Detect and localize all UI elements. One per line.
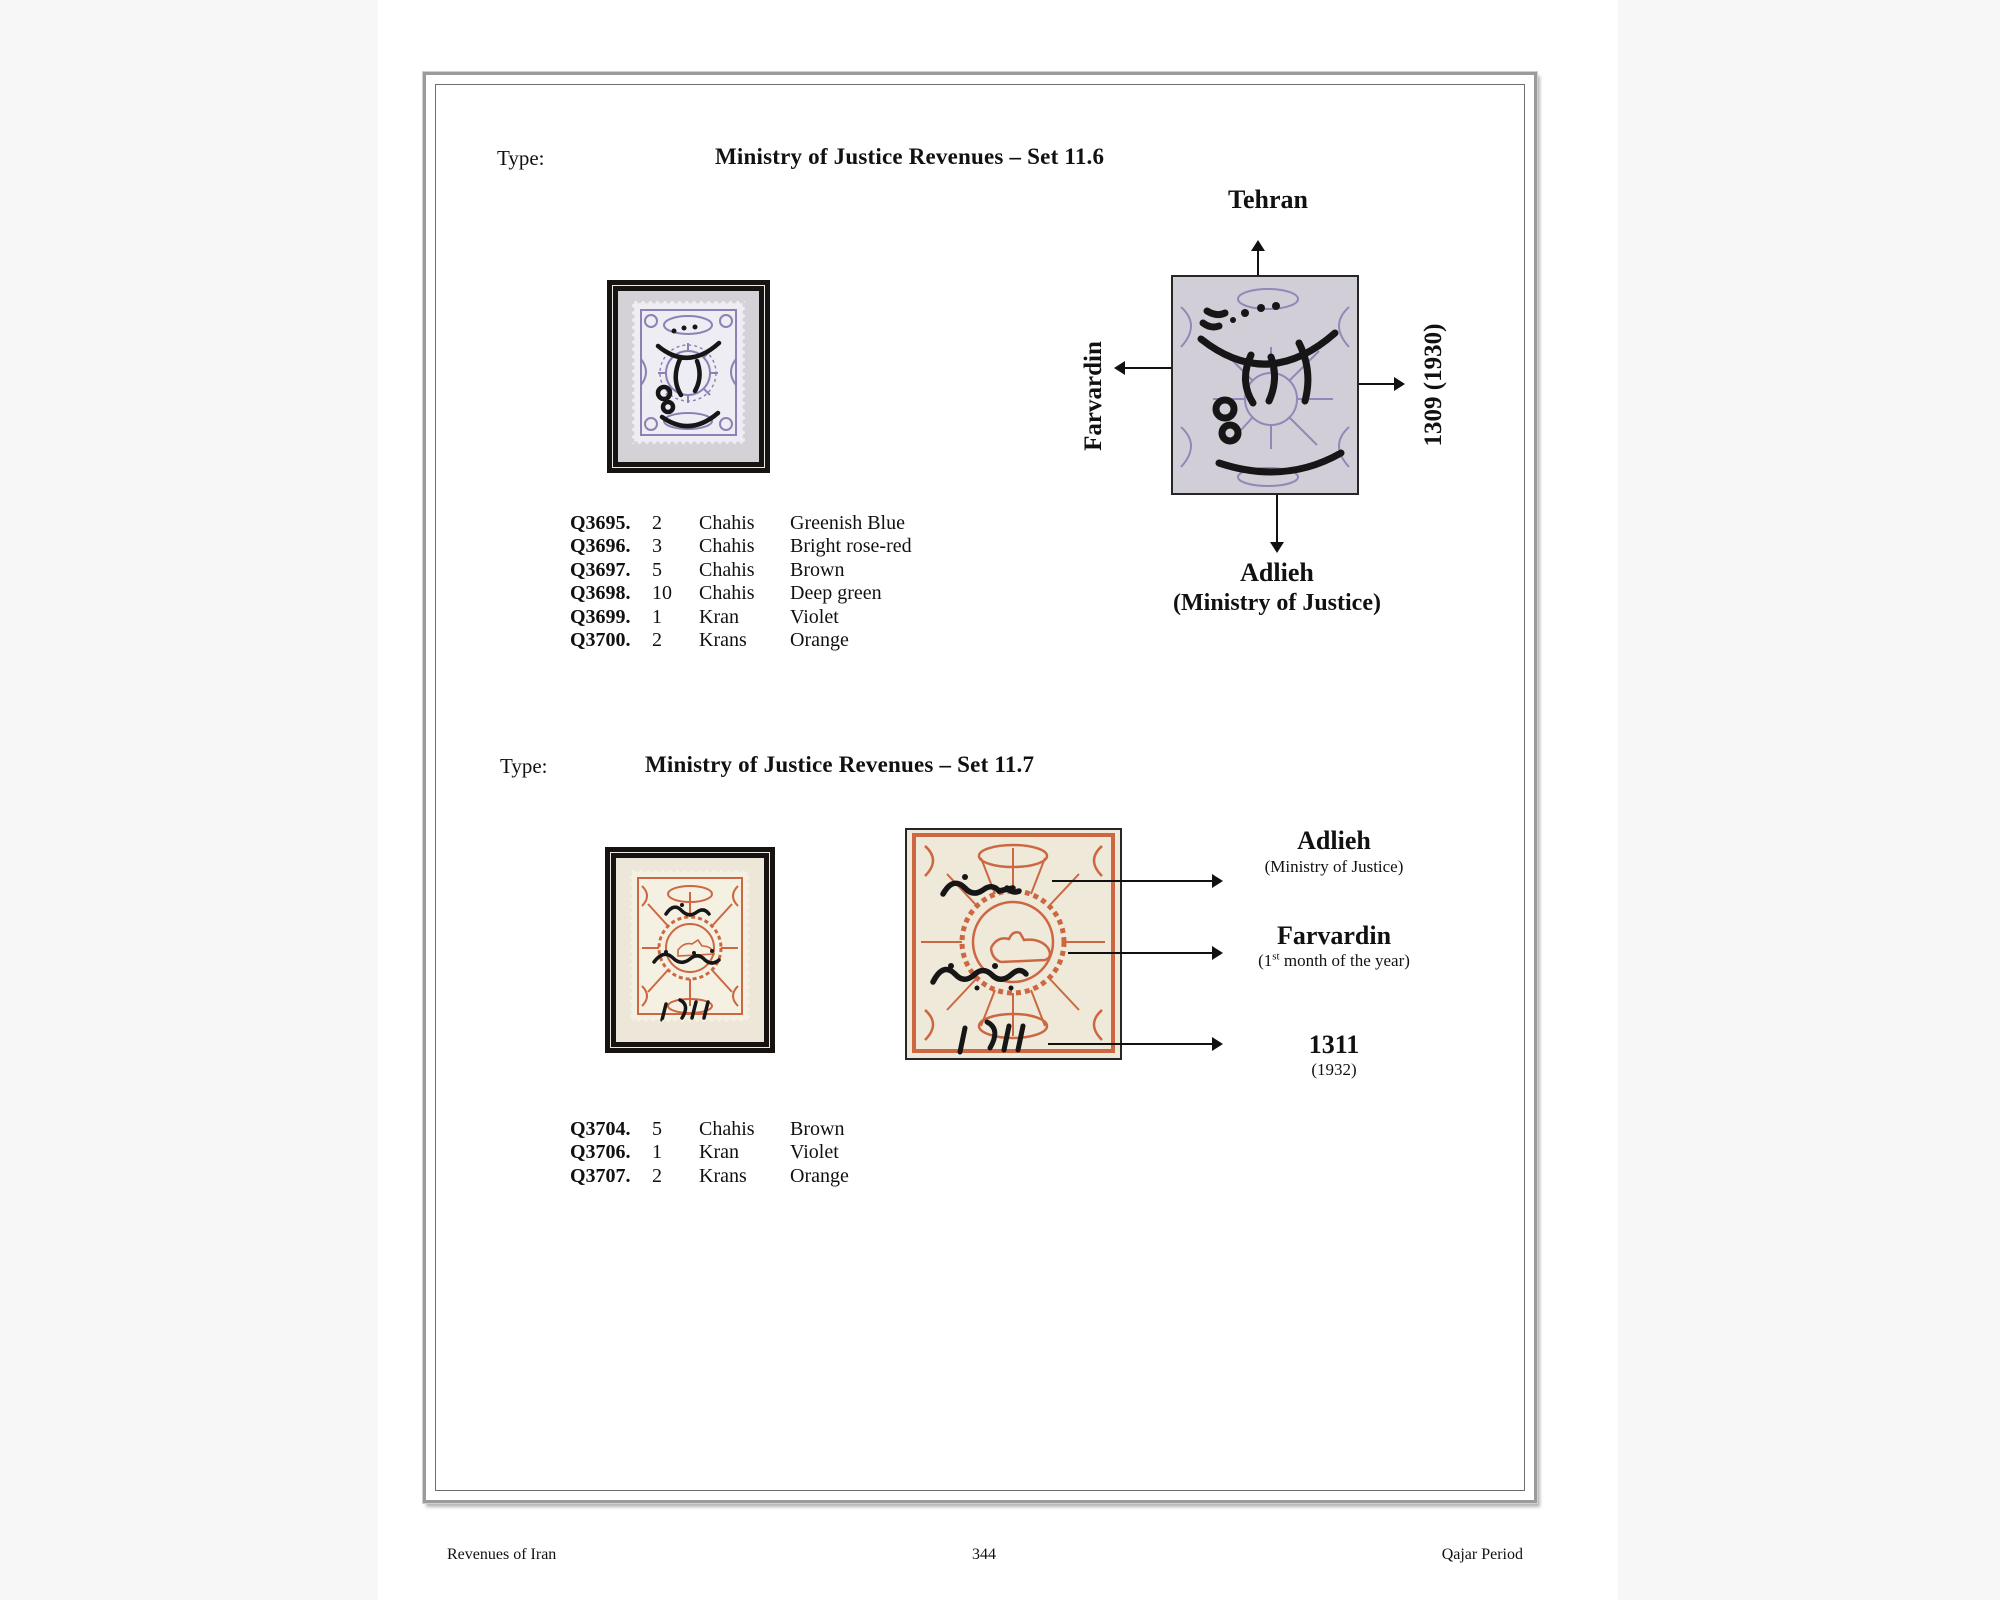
footer-period: Qajar Period (1441, 1546, 1523, 1563)
label-adlieh: Adlieh (1240, 558, 1314, 587)
label-farvardin-2: Farvardin (1276, 921, 1392, 950)
section-heading-set-11-6: Ministry of Justice Revenues – Set 11.6 (715, 144, 1105, 169)
arrow-shaft (1257, 249, 1259, 275)
section-heading-set-11-7: Ministry of Justice Revenues – Set 11.7 (645, 752, 1035, 777)
arrow-head (1212, 874, 1223, 888)
listing-row (570, 606, 912, 629)
quantity: 5 (652, 558, 662, 581)
arrow-head (1251, 240, 1265, 251)
catalog-number: Q3707. (570, 1164, 631, 1187)
listing-row (570, 629, 912, 652)
note-superscript: st (1272, 950, 1280, 963)
quantity: 3 (652, 535, 662, 558)
shade: Greenish Blue (790, 512, 905, 534)
unit: Chahis (699, 582, 755, 605)
label-ministry-of-justice-2: (Ministry of Justice) (1264, 857, 1404, 876)
unit: Chahis (699, 558, 755, 581)
quantity: 2 (652, 512, 662, 534)
quantity: 2 (652, 1164, 662, 1187)
catalog-number: Q3700. (570, 629, 631, 652)
arrow-right-icon (1048, 1037, 1223, 1051)
shade: Orange (790, 629, 849, 652)
unit: Krans (699, 629, 747, 652)
listing-row (570, 1118, 849, 1141)
violet-stamp-image (618, 291, 759, 462)
listing-row (570, 1165, 849, 1188)
catalog-number: Q3697. (570, 558, 631, 581)
label-farvardin-rotated: Farvardin (1080, 341, 1107, 451)
listing-row (570, 582, 912, 605)
label-tehran: Tehran (1228, 185, 1308, 214)
arrow-head (1394, 377, 1405, 391)
shade: Brown (790, 558, 845, 581)
arrow-shaft (1048, 1043, 1212, 1045)
page-number: 344 (972, 1546, 996, 1563)
shade: Brown (790, 1118, 845, 1140)
catalog-number: Q3696. (570, 535, 631, 558)
unit: Krans (699, 1164, 747, 1187)
stamp-photo-set-11-6 (607, 280, 770, 473)
catalog-number: Q3695. (570, 512, 631, 534)
arrow-left-icon (1114, 361, 1171, 375)
footer-title: Revenues of Iran (447, 1546, 557, 1563)
orange-stamp-image (616, 858, 764, 1042)
label-ministry-of-justice: (Ministry of Justice) (1173, 590, 1381, 616)
catalog-number: Q3706. (570, 1141, 631, 1164)
type-label-set-11-7: Type: (500, 754, 548, 778)
arrow-right-icon (1359, 377, 1405, 391)
arrow-right-icon (1052, 874, 1223, 888)
unit: Chahis (699, 512, 755, 534)
arrow-shaft (1276, 495, 1278, 544)
arrow-head (1212, 946, 1223, 960)
shade: Deep green (790, 582, 882, 605)
arrow-head (1212, 1037, 1223, 1051)
catalog-number: Q3699. (570, 605, 631, 628)
shade: Violet (790, 605, 839, 628)
label-year-1932: (1932) (1311, 1060, 1357, 1079)
unit: Kran (699, 605, 739, 628)
listing-row (570, 1141, 849, 1164)
listing-row (570, 512, 912, 535)
arrow-down-icon (1270, 495, 1284, 553)
label-adlieh-2: Adlieh (1297, 826, 1371, 855)
listing-row (570, 559, 912, 582)
listing-row (570, 535, 912, 558)
page-frame-inner-rule (435, 84, 1525, 1491)
arrow-head (1270, 542, 1284, 553)
catalog-number: Q3704. (570, 1118, 631, 1140)
arrow-shaft (1125, 367, 1171, 369)
quantity: 5 (652, 1118, 662, 1140)
arrow-shaft (1359, 383, 1394, 385)
listing-table-set-11-6 (570, 512, 912, 652)
listing-table-set-11-7 (570, 1118, 849, 1188)
quantity: 10 (652, 582, 672, 605)
arrow-shaft (1068, 952, 1212, 954)
label-year-1309-rotated: 1309 (1930) (1420, 323, 1447, 447)
arrow-right-icon (1068, 946, 1223, 960)
shade: Violet (790, 1141, 839, 1164)
diagram-stamp-set-11-7 (905, 828, 1122, 1060)
label-first-month-note (1204, 951, 1464, 971)
shade: Bright rose-red (790, 535, 912, 558)
note-text: (1 (1258, 951, 1273, 970)
note-text: month of the year) (1279, 951, 1410, 970)
unit: Chahis (699, 1118, 755, 1140)
unit: Chahis (699, 535, 755, 558)
diagram-stamp-set-11-6 (1171, 275, 1359, 495)
label-year-1311: 1311 (1308, 1030, 1360, 1059)
arrow-head (1114, 361, 1125, 375)
stamp-photo-set-11-7 (605, 847, 775, 1053)
arrow-up-icon (1251, 240, 1265, 275)
quantity: 2 (652, 629, 662, 652)
type-label-set-11-6: Type: (497, 146, 545, 170)
page-frame (423, 72, 1537, 1503)
shade: Orange (790, 1164, 849, 1187)
arrow-shaft (1052, 880, 1212, 882)
catalog-number: Q3698. (570, 582, 631, 605)
quantity: 1 (652, 1141, 662, 1164)
quantity: 1 (652, 605, 662, 628)
unit: Kran (699, 1141, 739, 1164)
